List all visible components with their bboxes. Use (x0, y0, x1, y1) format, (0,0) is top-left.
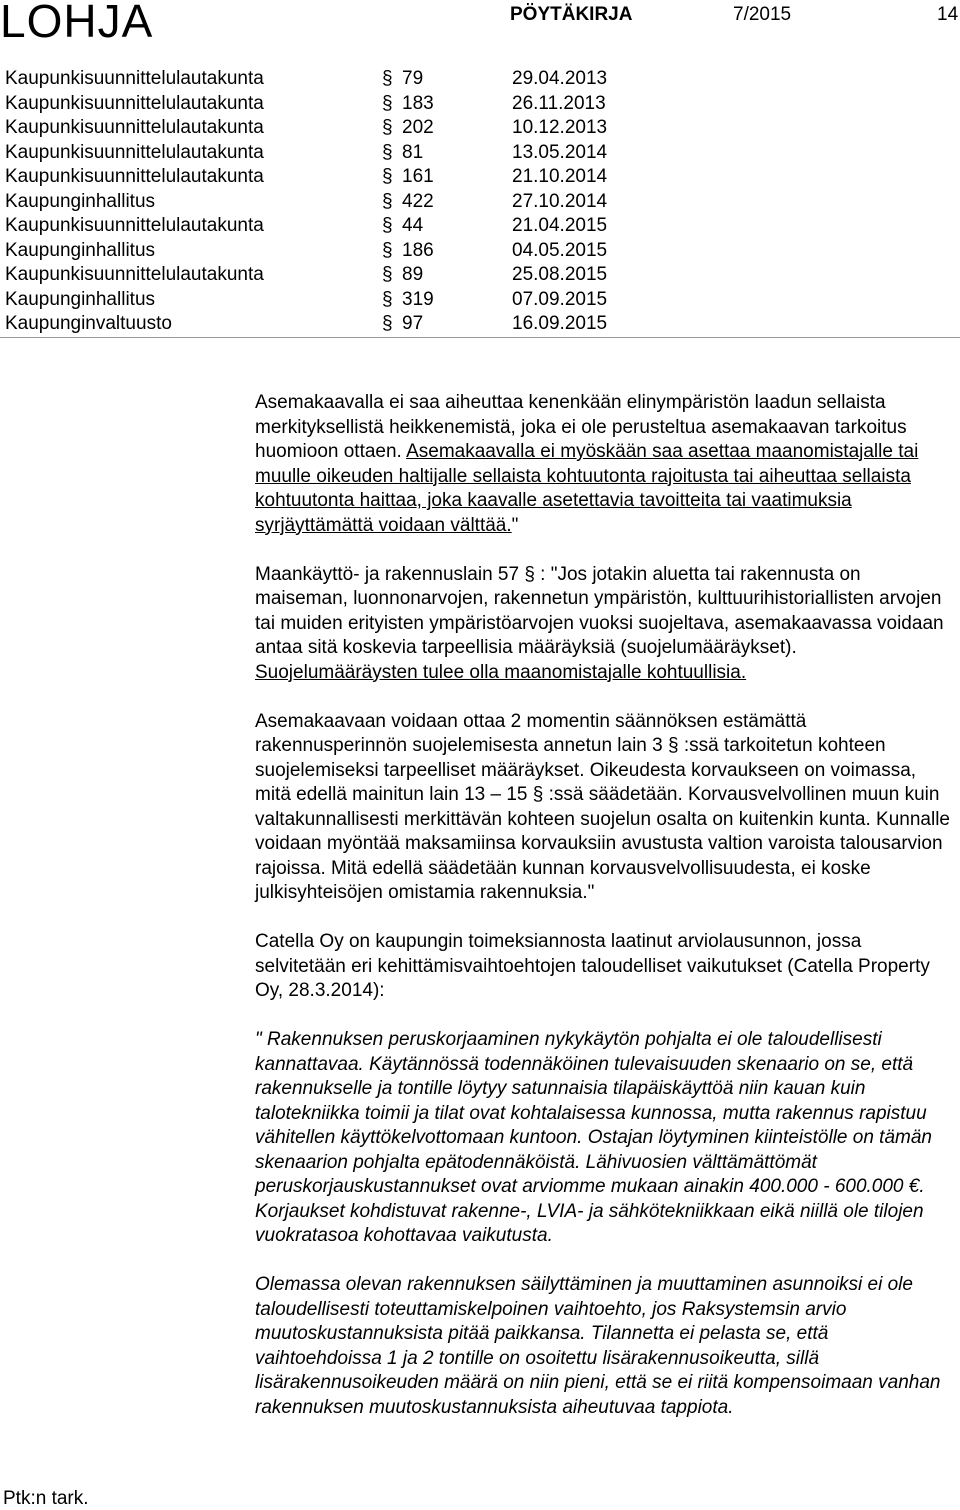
section-sign: § (382, 239, 393, 261)
history-date: 21.04.2015 (512, 215, 608, 236)
paragraph-3: Asemakaavaan voidaan ottaa 2 momentin säännöksen estämättä rakennusperinnön suojelemisesta annetun lain 3 § :ssä tarkoitetun kohteen suojelemiseksi tarpeelliset määräykset. Oikeudesta korvaukseen on voimassa, mitä edellä mainitun lain 13 – 15 § :ssä säädetään. Korvausvelvollinen muun kuin valtakunnallisesti merkittävän kohteen suojelun osalta on kuitenkin kunta. Kunnalle voidaan myöntää maksamiinsa korvauksiin avustusta valtion varoista talousarvion rajoissa. Mitä edellä säädetään kunnan korvausvelvollisuudesta, ei koske julkisyhteisöjen omistamia rakennuksia." (255, 710, 950, 903)
decision-history (5, 67, 960, 337)
p1-plain-text: Asemakaavalla ei saa aiheuttaa kenenkään elinympäristön laadun sellaista merkityksellistä heikkenemistä, joka ei ole perusteltua asemakaavan tarkoitus huomioon ottaen. (255, 392, 907, 462)
section-sign: § (382, 215, 393, 236)
history-body: Kaupunkisuunnittelulautakunta (5, 68, 264, 89)
history-row (5, 116, 960, 141)
section-sign: § (382, 68, 393, 89)
paragraph-2 (255, 563, 955, 686)
history-body: Kaupunkisuunnittelulautakunta (5, 141, 264, 163)
history-body: Kaupunginhallitus (5, 190, 156, 212)
history-row (5, 288, 960, 313)
history-body: Kaupunginhallitus (5, 239, 156, 261)
history-row (5, 165, 960, 190)
history-row (5, 214, 960, 239)
history-number: 202 (402, 117, 434, 138)
history-body: Kaupunginvaltuusto (5, 313, 172, 334)
history-body: Kaupunginhallitus (5, 288, 156, 310)
history-body: Kaupunkisuunnittelulautakunta (5, 166, 264, 187)
history-date: 29.04.2013 (512, 68, 608, 89)
p2-underlined-text: Suojelumääräysten tulee olla maanomistajalle kohtuullisia. (255, 661, 747, 683)
history-number: 319 (402, 288, 434, 310)
history-number: 186 (402, 239, 434, 261)
main-text (255, 391, 955, 1445)
paragraph-1 (255, 391, 955, 538)
p1-underlined-text: Asemakaavalla ei myöskään saa asettaa maanomistajalle tai muulle oikeuden haltijalle sellaista kohtuutonta rajoitusta tai aiheuttaa sellaista kohtuutonta haittaa, joka kaavalle asetettavia tavoitteita tai vaatimuksia syrjäyttämättä voidaan välttää. (255, 441, 919, 536)
history-date: 13.05.2014 (512, 141, 608, 163)
history-date: 21.10.2014 (512, 166, 608, 187)
history-number: 81 (402, 141, 424, 163)
footer-verification-note: Ptk:n tark. (3, 1488, 89, 1509)
p2-plain-text: Maankäyttö- ja rakennuslain 57 § : "Jos jotakin aluetta tai rakennusta on maiseman, luonnonarvojen, rakennetun ympäristön, kulttuurihistoriallisten arvojen tai muiden erityisten ympäristöarvojen vuoksi suojeltava, asemakaavassa voidaan antaa sitä koskevia tarpeellisia määräyksiä (suojelumääräykset). (255, 563, 944, 658)
history-row (5, 141, 960, 166)
history-number: 89 (402, 264, 424, 285)
history-row (5, 92, 960, 117)
history-body: Kaupunkisuunnittelulautakunta (5, 92, 264, 114)
document-number: 7/2015 (733, 4, 792, 25)
history-date: 10.12.2013 (512, 117, 608, 138)
section-sign: § (382, 117, 393, 138)
p1-closing-quote: " (511, 514, 519, 536)
history-number: 97 (402, 313, 424, 334)
history-body: Kaupunkisuunnittelulautakunta (5, 215, 264, 236)
history-number: 79 (402, 68, 424, 89)
quote-paragraph-2: Olemassa olevan rakennuksen säilyttäminen ja muuttaminen asunnoiksi ei ole taloudellisesti toteuttamiskelpoinen vaihtoehto, jos Raksystemsin arvio muutoskustannuksista pitää paikkansa. Tilannetta ei pelasta se, että vaihtoehdoissa 1 ja 2 tontille on osoitettu lisärakennusoikeutta, sillä lisärakennusoikeuden määrä on niin pieni, että se ei riitä kompensoimaan vanhan rakennuksen muutoskustannuksista aiheutuvaa tappiota. (255, 1274, 941, 1418)
history-divider (0, 337, 960, 338)
quote-paragraph-1: " Rakennuksen peruskorjaaminen nykykäytön pohjalta ei ole taloudellisesti kannattavaa. Käytännössä todennäköinen tulevaisuuden skenaario on se, että rakennukselle ja tontille löytyy satunnaisia tilapäiskäyttöä niin kauan kuin talotekniikka toimii ja tilat ovat kohtalaisessa kunnossa, mutta rakennus rapistuu vähitellen käyttökelvottomaan kuntoon. Ostajan löytyminen kiinteistölle on tämän skenaarion pohjalta epätodennäköistä. Lähivuosien välttämättömät peruskorjauskustannukset ovat arviomme mukaan ainakin 400.000 - 600.000 €. Korjaukset kohdistuvat rakenne-, LVIA- ja sähkötekniikkaan eikä niillä ole tilojen vuokratasoa kohottavaa vaikutusta. (255, 1029, 932, 1246)
section-sign: § (382, 288, 393, 310)
section-sign: § (382, 264, 393, 285)
history-number: 183 (402, 92, 434, 114)
paragraph-4: Catella Oy on kaupungin toimeksiannosta laatinut arviolausunnon, jossa selvitetään eri kehittämisvaihtoehtojen taloudelliset vaikutukset (Catella Property Oy, 28.3.2014): (255, 931, 930, 1001)
history-body: Kaupunkisuunnittelulautakunta (5, 117, 264, 138)
history-date: 07.09.2015 (512, 288, 608, 310)
document-type: PÖYTÄKIRJA (510, 4, 633, 25)
history-row (5, 239, 960, 264)
section-sign: § (382, 141, 393, 163)
history-number: 422 (402, 190, 434, 212)
history-row (5, 67, 960, 92)
history-row (5, 312, 960, 337)
history-date: 26.11.2013 (512, 92, 606, 114)
page-number: 14 (937, 4, 959, 25)
page-header (0, 0, 960, 47)
history-row (5, 190, 960, 215)
history-date: 16.09.2015 (512, 313, 608, 334)
section-sign: § (382, 166, 393, 187)
section-sign: § (382, 313, 393, 334)
history-number: 44 (402, 215, 424, 236)
section-sign: § (382, 190, 393, 212)
history-date: 27.10.2014 (512, 190, 608, 212)
history-row (5, 263, 960, 288)
section-sign: § (382, 92, 393, 114)
history-number: 161 (402, 166, 434, 187)
history-date: 04.05.2015 (512, 239, 608, 261)
history-date: 25.08.2015 (512, 264, 608, 285)
history-body: Kaupunkisuunnittelulautakunta (5, 264, 264, 285)
lohja-logo: LOHJA (0, 0, 154, 47)
